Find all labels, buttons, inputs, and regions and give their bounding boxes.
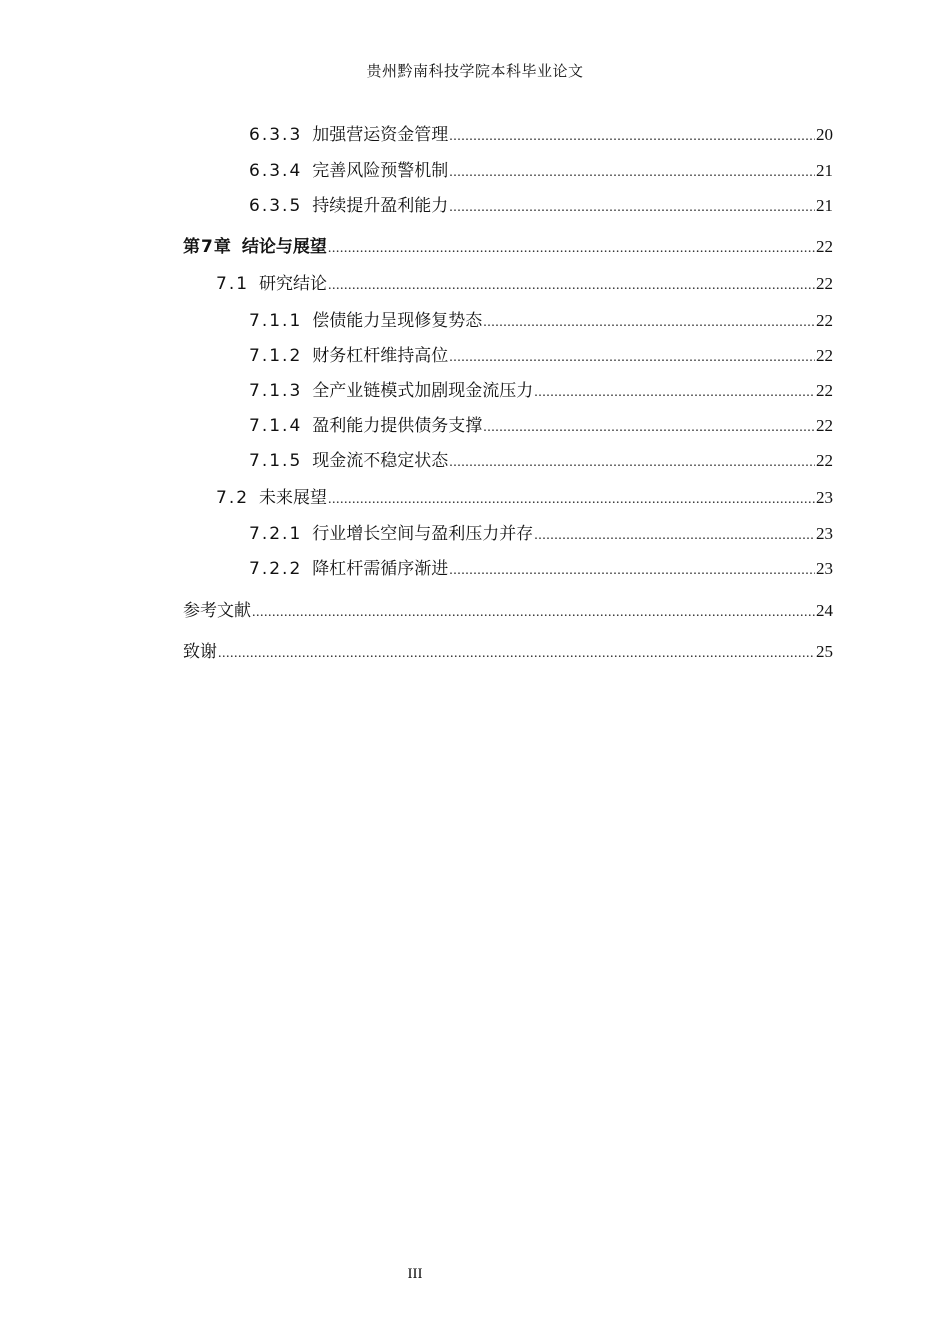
running-header: 贵州黔南科技学院本科毕业论文 xyxy=(366,62,584,80)
toc-page: 23 xyxy=(816,524,833,543)
toc-entry-acknowledgements[interactable] xyxy=(183,637,833,663)
dot-leader xyxy=(449,563,815,579)
toc-page: 21 xyxy=(816,196,833,215)
toc-page: 22 xyxy=(816,451,833,470)
toc-title: 完善风险预警机制 xyxy=(312,161,449,181)
toc-title: 加强营运资金管理 xyxy=(312,125,449,145)
toc-entry-references[interactable] xyxy=(183,596,833,622)
toc-entry-7-2[interactable] xyxy=(183,483,833,509)
toc-page: 22 xyxy=(816,381,833,400)
dot-leader xyxy=(483,315,815,331)
toc-number: 7.2.1 xyxy=(249,524,303,544)
toc-number: 7.1.5 xyxy=(249,451,303,471)
toc-entry-7-1-3[interactable] xyxy=(183,376,833,402)
toc-entry-6-3-4[interactable] xyxy=(183,156,833,182)
dot-leader xyxy=(328,241,815,257)
dot-leader xyxy=(252,605,815,621)
toc-number: 6.3.4 xyxy=(249,161,303,181)
toc-title: 持续提升盈利能力 xyxy=(312,196,449,216)
toc-page: 22 xyxy=(816,237,833,256)
toc-number: 7.2.2 xyxy=(249,559,303,579)
dot-leader xyxy=(328,492,815,508)
toc-page: 24 xyxy=(816,601,833,620)
dot-leader xyxy=(328,278,815,294)
toc-number: 7.1.4 xyxy=(249,416,303,436)
toc-page: 23 xyxy=(816,559,833,578)
toc-entry-6-3-5[interactable] xyxy=(183,191,833,217)
toc-number: 第7章 xyxy=(183,237,232,257)
toc-page: 22 xyxy=(816,346,833,365)
toc-title: 参考文献 xyxy=(183,601,251,621)
toc-page: 22 xyxy=(816,416,833,435)
toc-number: 6.3.3 xyxy=(249,125,303,145)
dot-leader xyxy=(483,420,815,436)
toc-title: 结论与展望 xyxy=(241,237,327,257)
toc-page: 22 xyxy=(816,274,833,293)
toc-entry-6-3-3[interactable] xyxy=(183,120,833,146)
toc-number: 7.1.1 xyxy=(249,311,303,331)
toc-title: 降杠杆需循序渐进 xyxy=(312,559,449,579)
dot-leader xyxy=(449,129,815,145)
toc-entry-7-1-2[interactable] xyxy=(183,341,833,367)
toc-title: 研究结论 xyxy=(259,274,328,294)
toc-page: 22 xyxy=(816,311,833,330)
dot-leader xyxy=(534,528,815,544)
toc-page: 25 xyxy=(816,642,833,661)
toc-page: 21 xyxy=(816,161,833,180)
toc-number: 7.1 xyxy=(216,274,250,294)
toc-page: 23 xyxy=(816,488,833,507)
toc-entry-7-1-1[interactable] xyxy=(183,306,833,332)
toc-page: 20 xyxy=(816,125,833,144)
toc-number: 6.3.5 xyxy=(249,196,303,216)
toc-title: 全产业链模式加剧现金流压力 xyxy=(312,381,534,401)
toc-title: 盈利能力提供债务支撑 xyxy=(312,416,483,436)
toc-entry-7-2-1[interactable] xyxy=(183,519,833,545)
toc-entry-chapter-7[interactable] xyxy=(183,232,833,258)
dot-leader xyxy=(449,200,815,216)
page-number: III xyxy=(407,1266,423,1282)
toc-title: 行业增长空间与盈利压力并存 xyxy=(312,524,534,544)
toc-entry-7-1-4[interactable] xyxy=(183,411,833,437)
dot-leader xyxy=(449,350,815,366)
toc-title: 偿债能力呈现修复势态 xyxy=(312,311,483,331)
toc-entry-7-1-5[interactable] xyxy=(183,446,833,472)
toc-number: 7.2 xyxy=(216,488,250,508)
dot-leader xyxy=(449,455,815,471)
dot-leader xyxy=(218,646,815,662)
toc-title: 现金流不稳定状态 xyxy=(312,451,449,471)
toc-title: 财务杠杆维持高位 xyxy=(312,346,449,366)
toc-entry-7-2-2[interactable] xyxy=(183,554,833,580)
toc-title: 致谢 xyxy=(183,642,217,662)
dot-leader xyxy=(534,385,815,401)
toc-number: 7.1.3 xyxy=(249,381,303,401)
dot-leader xyxy=(449,165,815,181)
toc-title: 未来展望 xyxy=(259,488,328,508)
toc-number: 7.1.2 xyxy=(249,346,303,366)
toc-entry-7-1[interactable] xyxy=(183,269,833,295)
